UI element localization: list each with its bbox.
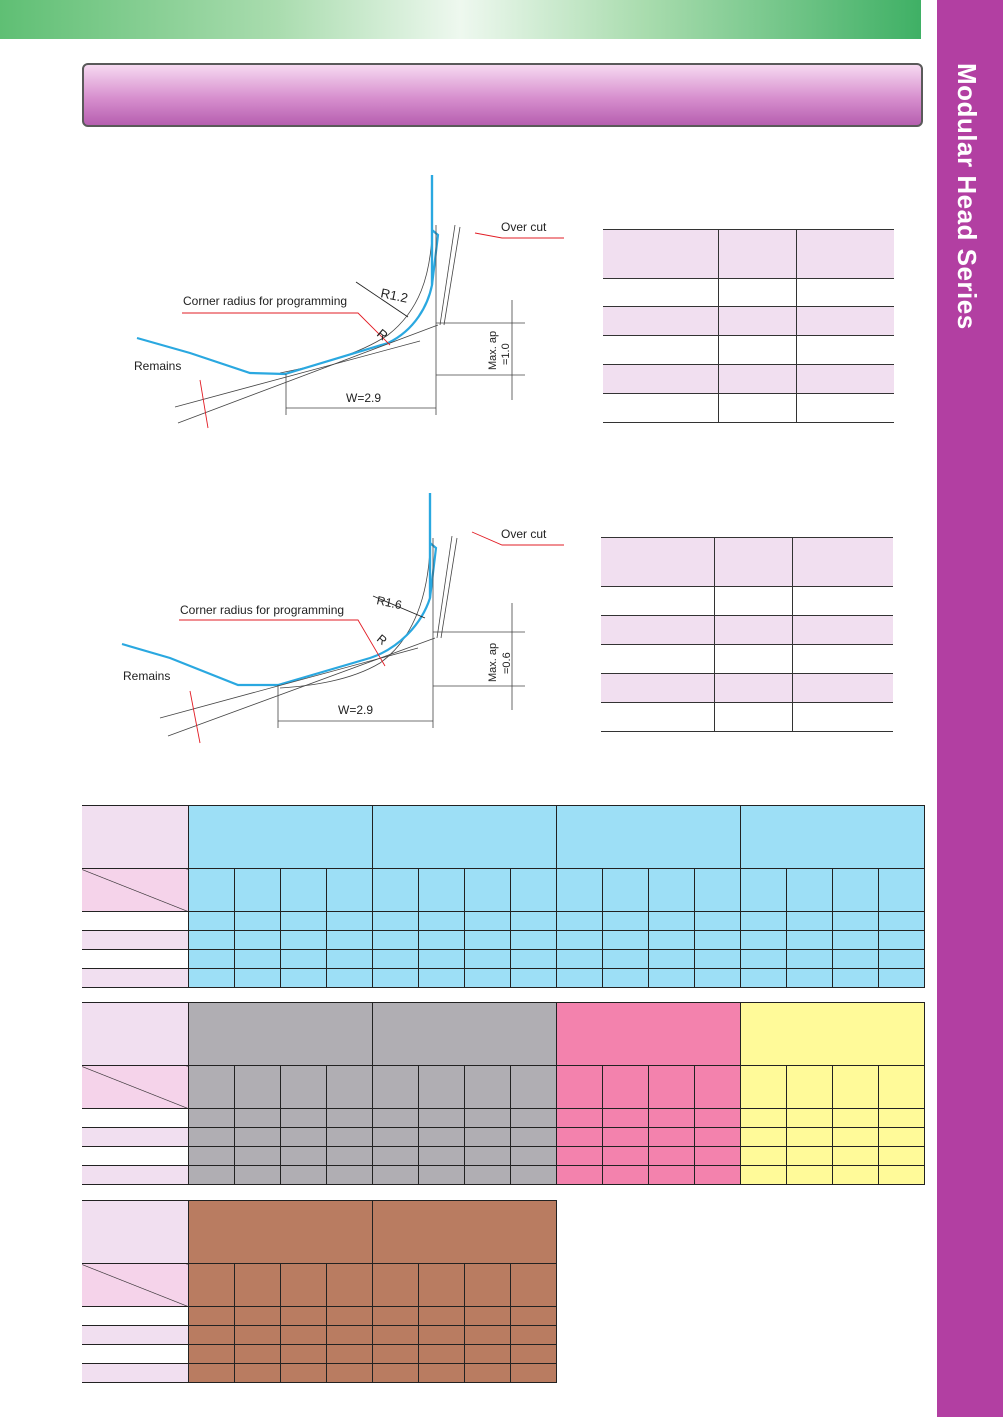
max-ap-label-1: Max. ap (487, 330, 499, 370)
insert-radius-label-1: R1.2 (379, 285, 410, 306)
section-heading-bar (82, 63, 923, 127)
max-ap-value-2: =0.6 (501, 652, 513, 674)
insert-radius-label-2: R1.6 (375, 593, 404, 613)
spec-table-2 (601, 537, 893, 732)
width-label-2: W=2.9 (338, 703, 374, 717)
remains-label-2: Remains (123, 669, 171, 683)
spec-table-1 (603, 229, 894, 423)
corner-radius-label-1: Corner radius for programming (183, 294, 348, 308)
width-label-1: W=2.9 (346, 391, 382, 405)
tool-path-2 (280, 493, 430, 688)
over-cut-label-1: Over cut (501, 220, 547, 234)
side-tab-title: Modular Head Series (952, 63, 982, 330)
grid3-table (82, 1200, 557, 1383)
r-label-2: R (374, 631, 390, 648)
grid2-table (82, 1002, 925, 1185)
remains-label-1: Remains (134, 359, 182, 373)
max-ap-value-1: =1.0 (500, 343, 512, 365)
r-label-1: R (374, 325, 391, 344)
diagram-1 (120, 165, 580, 440)
grid1-table (82, 805, 925, 988)
top-gradient-bar (0, 0, 921, 39)
tool-path-1 (280, 175, 432, 373)
remains-profile-2 (122, 493, 430, 685)
corner-radius-label-2: Corner radius for programming (180, 603, 345, 617)
over-cut-label-2: Over cut (501, 527, 547, 541)
max-ap-label-2: Max. ap (487, 642, 499, 682)
diagram-2 (110, 488, 580, 750)
